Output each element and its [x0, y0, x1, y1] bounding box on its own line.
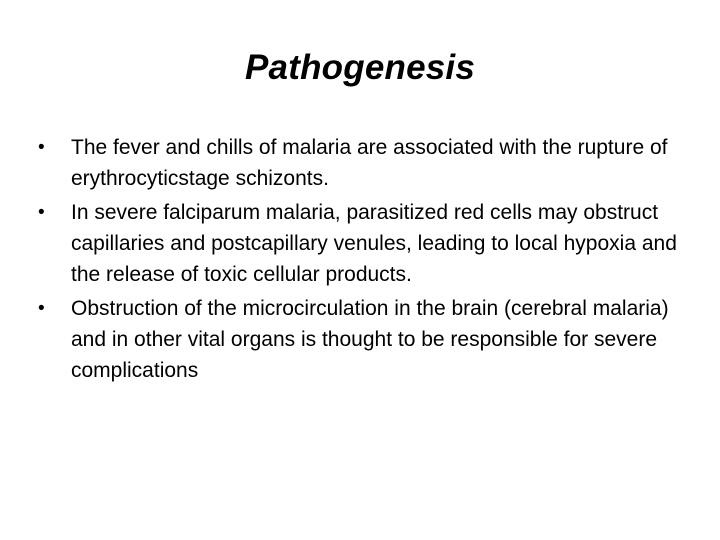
bullet-marker: • [38, 137, 45, 158]
bullet-item [38, 293, 688, 386]
bullet-item [38, 197, 688, 290]
bullet-text: In severe falciparum malaria, parasitized red cells may obstruct capillaries and postcapillary venules, leading to local hypoxia and the release of toxic cellular products. [71, 201, 677, 286]
bullet-text: The fever and chills of malaria are associated with the rupture of erythrocyticstage schizonts. [71, 136, 668, 190]
bullet-marker: • [38, 202, 45, 223]
bullet-item [38, 132, 688, 194]
slide-title: Pathogenesis [245, 48, 475, 87]
bullet-text: Obstruction of the microcirculation in the brain (cerebral malaria) and in other vital organs is thought to be responsible for severe complications [71, 297, 669, 382]
bullet-marker: • [38, 298, 45, 319]
bullet-list [38, 132, 688, 389]
